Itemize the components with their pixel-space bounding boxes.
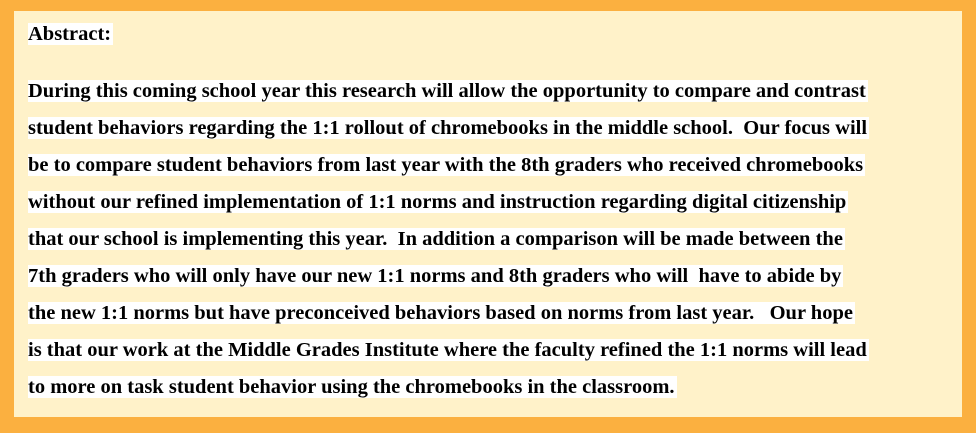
abstract-panel xyxy=(14,11,962,417)
abstract-heading-text: Abstract: xyxy=(28,23,112,45)
abstract-line-text: the new 1:1 norms but have preconceived behaviors based on norms from last year. Our hope xyxy=(28,302,853,324)
abstract-line-text: student behaviors regarding the 1:1 rollout of chromebooks in the middle school. Our focus will xyxy=(28,117,868,139)
abstract-line-text: to more on task student behavior using the chromebooks in the classroom. xyxy=(28,376,675,398)
abstract-line xyxy=(28,261,843,291)
abstract-line xyxy=(28,335,869,365)
abstract-line xyxy=(28,224,845,254)
abstract-line xyxy=(28,150,865,180)
abstract-line xyxy=(28,298,855,328)
abstract-line xyxy=(28,113,869,143)
abstract-line xyxy=(28,372,677,402)
abstract-line-text: is that our work at the Middle Grades Institute where the faculty refined the 1:1 norms will lead xyxy=(28,339,867,361)
abstract-line-text: 7th graders who will only have our new 1:1 norms and 8th graders who will have to abide by xyxy=(28,265,842,287)
abstract-line-text: be to compare student behaviors from last year with the 8th graders who received chromebooks xyxy=(28,154,864,176)
abstract-line xyxy=(28,76,868,106)
abstract-line-text: that our school is implementing this year. In addition a comparison will be made between the xyxy=(28,228,843,250)
abstract-line-text: without our refined implementation of 1:1 norms and instruction regarding digital citizenship xyxy=(28,191,847,213)
abstract-line xyxy=(28,187,848,217)
abstract-heading xyxy=(28,20,113,48)
abstract-line-text: During this coming school year this research will allow the opportunity to compare and contrast xyxy=(28,80,866,102)
